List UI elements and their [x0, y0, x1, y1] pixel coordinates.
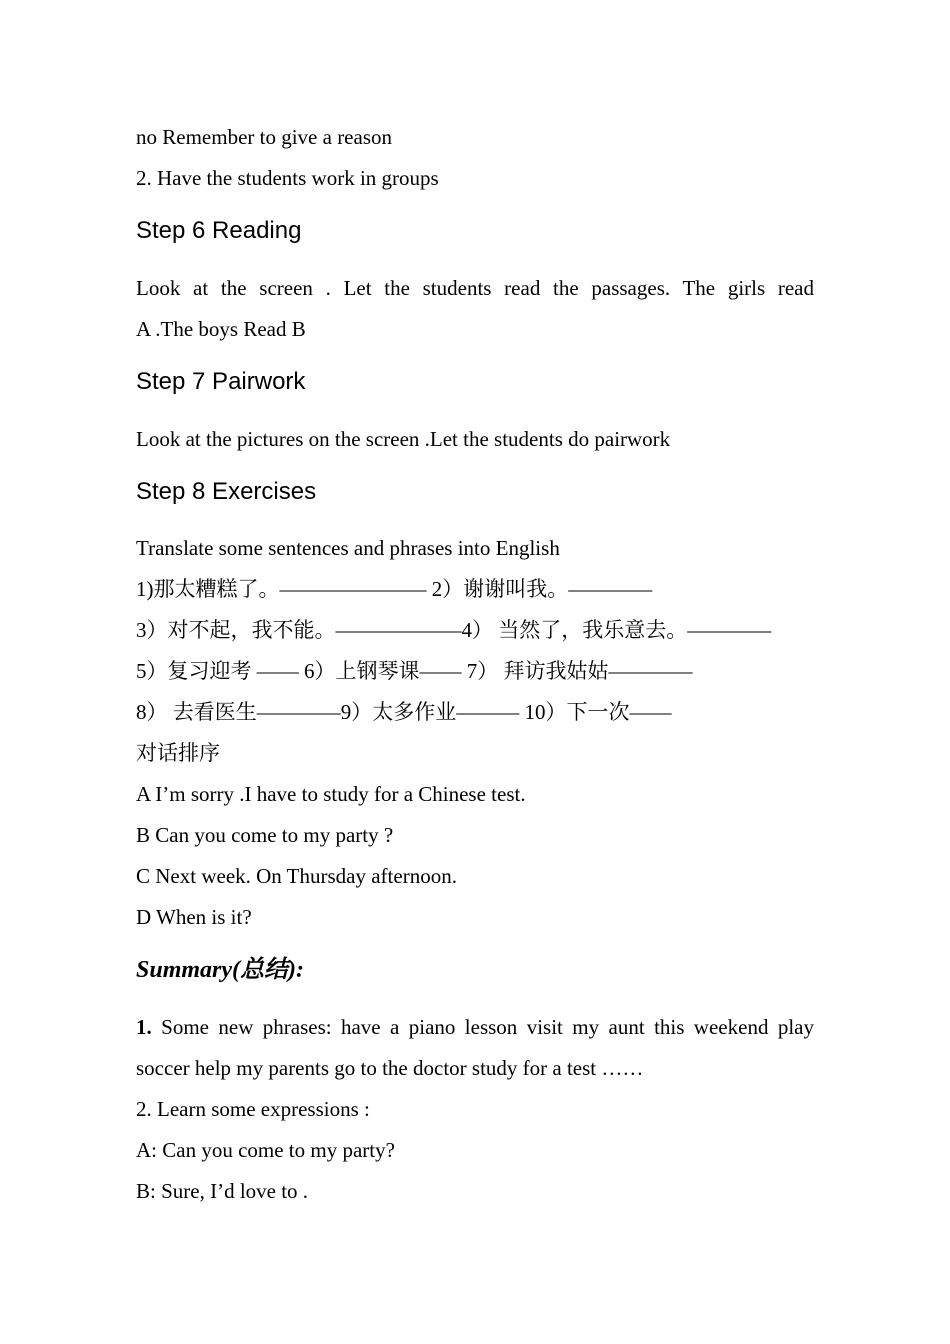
dialog-line-b: B Can you come to my party ? — [136, 823, 394, 847]
summary-expression-a: A: Can you come to my party? — [136, 1138, 395, 1162]
dialog-line-c: C Next week. On Thursday afternoon. — [136, 864, 457, 888]
summary-item-1-line-2: soccer help my parents go to the doctor study for a test …… — [136, 1056, 644, 1080]
dialog-title: 对话排序 — [136, 741, 220, 765]
dialog-line-d: D When is it? — [136, 905, 252, 929]
step6-heading: Step 6 Reading — [136, 217, 302, 244]
step7-line-1: Look at the pictures on the screen .Let the students do pairwork — [136, 427, 671, 451]
step6-line-1: Look at the screen . Let the students read the passages. The girls read — [136, 276, 814, 300]
summary-item-1-number: 1. — [136, 1015, 152, 1039]
summary-item-1-line-1 — [136, 1014, 814, 1040]
exercise-line-2: 3）对不起，我不能。——————4） 当然了，我乐意去。———— — [136, 618, 772, 642]
step8-heading: Step 8 Exercises — [136, 478, 317, 505]
dialog-line-a: A I’m sorry .I have to study for a Chinese test. — [136, 782, 526, 806]
summary-item-1-text: Some new phrases: have a piano lesson visit my aunt this weekend play — [151, 1015, 814, 1039]
text-line-reason: no Remember to give a reason — [136, 125, 392, 149]
summary-heading: Summary(总结): — [136, 957, 304, 983]
step8-intro: Translate some sentences and phrases into English — [136, 536, 560, 560]
summary-item-2: 2. Learn some expressions : — [136, 1097, 370, 1121]
step6-line-2: A .The boys Read B — [136, 317, 306, 341]
exercise-line-3: 5）复习迎考 —— 6）上钢琴课—— 7） 拜访我姑姑———— — [136, 659, 693, 683]
step7-heading: Step 7 Pairwork — [136, 368, 306, 395]
summary-expression-b: B: Sure, I’d love to . — [136, 1179, 309, 1203]
exercise-line-1: 1)那太糟糕了。——————— 2）谢谢叫我。———— — [136, 577, 653, 601]
text-line-groups: 2. Have the students work in groups — [136, 166, 439, 190]
exercise-line-4: 8） 去看医生————9）太多作业——— 10）下一次—— — [136, 700, 672, 724]
